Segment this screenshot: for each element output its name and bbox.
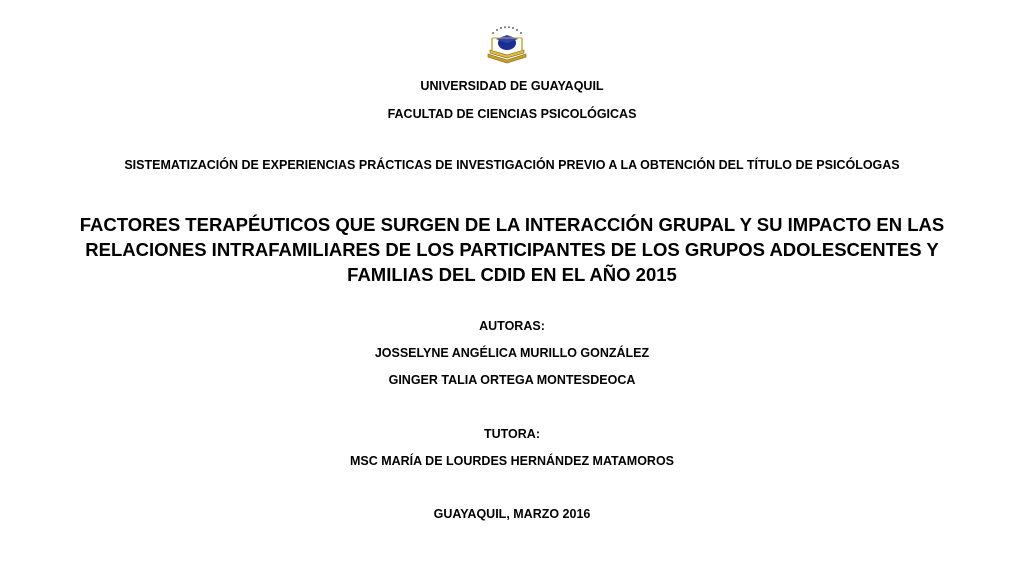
thesis-title-line-1: FACTORES TERAPÉUTICOS QUE SURGEN DE LA INTERACCIÓN GRUPAL Y SU IMPACTO EN LAS (79, 214, 945, 235)
thesis-title (62, 212, 962, 287)
authors-label: AUTORAS: (479, 319, 545, 333)
university-crest-icon (484, 24, 530, 64)
tutor-label: TUTORA: (483, 427, 540, 441)
faculty-name: FACULTAD DE CIENCIAS PSICOLÓGICAS (387, 107, 637, 121)
author-name-2: GINGER TALIA ORTEGA MONTESDEOCA (388, 373, 636, 387)
thesis-title-line-2: RELACIONES INTRAFAMILIARES DE LOS PARTICIPANTES DE LOS GRUPOS ADOLESCENTES Y (85, 239, 939, 260)
thesis-title-line-3: FAMILIAS DEL CDID EN EL AÑO 2015 (347, 264, 677, 285)
university-name: UNIVERSIDAD DE GUAYAQUIL (420, 79, 604, 93)
author-name-1: JOSSELYNE ANGÉLICA MURILLO GONZÁLEZ (374, 346, 650, 360)
tutor-name: MSC MARÍA DE LOURDES HERNÁNDEZ MATAMOROS (349, 454, 675, 468)
place-date: GUAYAQUIL, MARZO 2016 (433, 507, 591, 521)
degree-purpose: SISTEMATIZACIÓN DE EXPERIENCIAS PRÁCTICAS DE INVESTIGACIÓN PREVIO A LA OBTENCIÓN DEL TÍTULO DE PSICÓLOGAS (124, 158, 900, 172)
